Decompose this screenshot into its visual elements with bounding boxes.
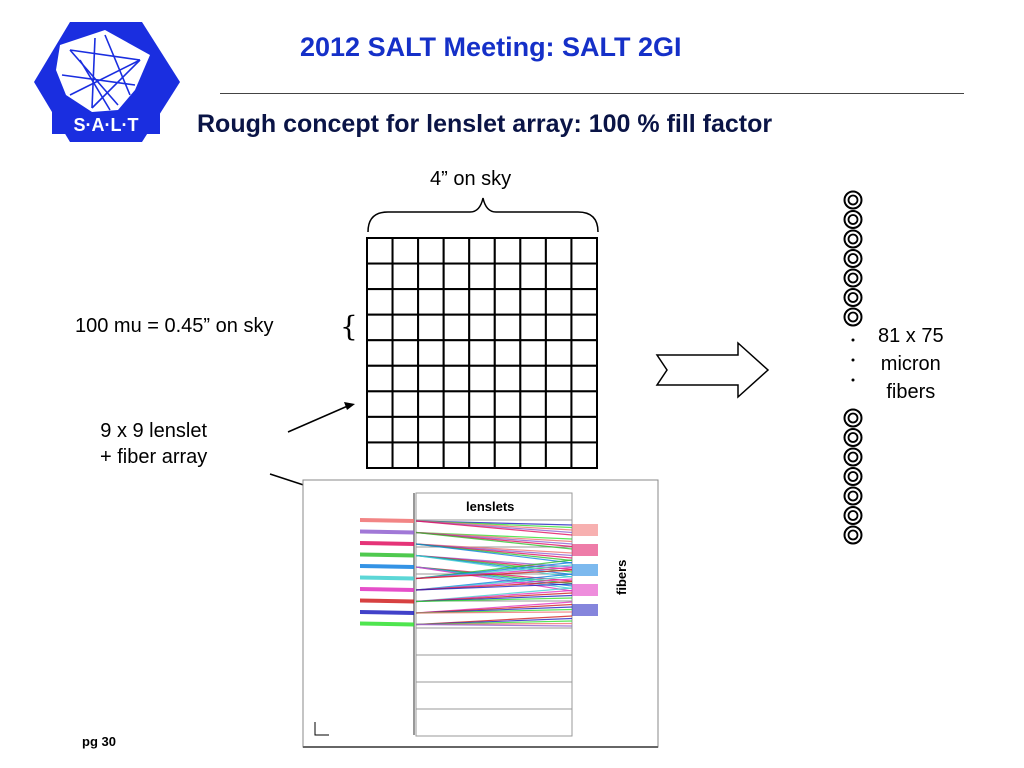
lenslet-cell <box>367 340 393 366</box>
lenslet-cell <box>546 366 572 392</box>
lenslet-cell <box>520 417 546 443</box>
lenslet-cell <box>444 417 470 443</box>
lenslet-cell <box>444 442 470 468</box>
lenslet-cell <box>469 289 495 315</box>
fiber-ring-outer <box>845 429 862 446</box>
fiber-ring-outer <box>845 289 862 306</box>
lenslet-cell <box>571 340 597 366</box>
fiber-ring-outer <box>845 192 862 209</box>
lenslet-cell <box>520 391 546 417</box>
lenslet-cell <box>469 315 495 341</box>
lenslet-cell <box>444 289 470 315</box>
fiber-ring-inner <box>849 433 858 442</box>
fiber-ring-outer <box>845 211 862 228</box>
fiber-ring-outer <box>845 488 862 505</box>
lenslet-cell <box>393 264 419 290</box>
lenslet-cell <box>571 289 597 315</box>
lenslet-cell <box>495 417 521 443</box>
inset-lenslets-label: lenslets <box>466 499 515 514</box>
lenslet-cell <box>495 340 521 366</box>
fiber-label-line2: micron <box>880 353 941 375</box>
lenslet-cell <box>367 442 393 468</box>
title-divider <box>220 93 964 94</box>
lenslet-cell <box>520 264 546 290</box>
fiber-ring-inner <box>849 472 858 481</box>
fiber-ring-outer <box>845 231 862 248</box>
lenslet-cell <box>469 238 495 264</box>
lenslet-cell <box>444 391 470 417</box>
lenslet-cell <box>546 264 572 290</box>
lenslet-cell <box>393 340 419 366</box>
lenslet-cell <box>546 238 572 264</box>
lenslet-size-label: 100 mu = 0.45” on sky <box>75 315 274 337</box>
fiber-ring-inner <box>849 492 858 501</box>
fiber-ring-inner <box>849 254 858 263</box>
fiber-ring-outer <box>845 410 862 427</box>
pointer-arrowhead-grid <box>344 402 355 410</box>
fiber-ring-inner <box>849 293 858 302</box>
fiber-ring-inner <box>849 511 858 520</box>
fiber-label-line1: 81 x 75 <box>878 325 944 347</box>
lenslet-cell <box>571 442 597 468</box>
inset-fibers-label: fibers <box>614 559 629 595</box>
inset-fiber-bundle <box>572 524 598 536</box>
lenslet-cell <box>571 264 597 290</box>
fiber-ring-outer <box>845 250 862 267</box>
lenslet-cell <box>520 315 546 341</box>
lenslet-cell <box>444 264 470 290</box>
pointer-line-grid <box>288 405 350 432</box>
inset-fiber-bundle <box>572 604 598 616</box>
lenslet-cell <box>495 238 521 264</box>
lenslet-cell <box>469 391 495 417</box>
lenslet-cell <box>520 442 546 468</box>
lenslet-cell <box>393 391 419 417</box>
lenslet-array-label <box>100 418 207 470</box>
fiber-ring-inner <box>849 235 858 244</box>
lenslet-cell <box>546 442 572 468</box>
fiber-ring-outer <box>845 449 862 466</box>
lenslet-label-line2: + fiber array <box>100 446 208 468</box>
lenslet-cell <box>418 340 444 366</box>
fiber-ring-inner <box>849 274 858 283</box>
lenslet-cell <box>520 366 546 392</box>
lenslet-label-line1: 9 x 9 lenslet <box>100 420 207 442</box>
fiber-ring-inner <box>849 414 858 423</box>
lenslet-cell <box>393 442 419 468</box>
inset-fiber-bundle <box>572 544 598 556</box>
lenslet-cell <box>495 391 521 417</box>
lenslet-grid <box>367 238 597 468</box>
lenslet-cell <box>393 315 419 341</box>
lenslet-cell <box>418 264 444 290</box>
fiber-ring-outer <box>845 507 862 524</box>
sky-size-label: 4” on sky <box>430 168 512 190</box>
lenslet-cell <box>367 366 393 392</box>
lenslet-cell <box>367 264 393 290</box>
lenslet-cell <box>418 442 444 468</box>
lenslet-cell <box>444 238 470 264</box>
fiber-ring-inner <box>849 215 858 224</box>
lenslet-cell <box>469 340 495 366</box>
fiber-ellipsis-dot <box>852 339 855 342</box>
lenslet-cell <box>520 289 546 315</box>
lenslet-cell <box>469 417 495 443</box>
lenslet-cell <box>571 238 597 264</box>
lenslet-cell <box>444 340 470 366</box>
lenslet-cell <box>444 366 470 392</box>
lenslet-cell <box>418 391 444 417</box>
fiber-ring-outer <box>845 270 862 287</box>
lenslet-cell <box>367 238 393 264</box>
flow-arrow <box>657 343 768 397</box>
page-title: 2012 SALT Meeting: SALT 2GI <box>300 32 682 62</box>
lenslet-cell <box>546 340 572 366</box>
lenslet-cell <box>546 417 572 443</box>
fiber-label <box>878 322 944 406</box>
lenslet-cell <box>367 315 393 341</box>
inset-fiber-bundle <box>572 584 598 596</box>
lenslet-cell <box>393 417 419 443</box>
lenslet-cell <box>571 315 597 341</box>
lenslet-cell <box>418 417 444 443</box>
lenslet-cell <box>571 366 597 392</box>
lenslet-size-brace: { <box>340 310 358 343</box>
lenslet-cell <box>367 289 393 315</box>
inset-fiber-bundle <box>572 564 598 576</box>
logo-text: S·A·L·T <box>73 115 139 135</box>
lenslet-cell <box>495 264 521 290</box>
page-subtitle: Rough concept for lenslet array: 100 % fill factor <box>197 110 773 138</box>
page-number: pg 30 <box>82 734 116 749</box>
lenslet-cell <box>495 289 521 315</box>
fiber-ring-inner <box>849 313 858 322</box>
sky-brace <box>368 198 598 232</box>
lenslet-cell <box>571 391 597 417</box>
lenslet-cell <box>546 315 572 341</box>
lenslet-cell <box>393 366 419 392</box>
lenslet-cell <box>418 315 444 341</box>
lenslet-cell <box>546 289 572 315</box>
lenslet-cell <box>418 289 444 315</box>
lenslet-cell <box>495 315 521 341</box>
lenslet-cell <box>418 366 444 392</box>
lenslet-cell <box>495 442 521 468</box>
fiber-ring-inner <box>849 531 858 540</box>
fiber-ring-outer <box>845 309 862 326</box>
lenslet-cell <box>520 238 546 264</box>
fiber-ring-outer <box>845 527 862 544</box>
lenslet-cell <box>367 391 393 417</box>
fiber-ellipsis-dot <box>852 379 855 382</box>
lenslet-cell <box>546 391 572 417</box>
fiber-label-line3: fibers <box>886 381 936 403</box>
fiber-ellipsis-dot <box>852 359 855 362</box>
lenslet-cell <box>469 366 495 392</box>
fiber-column <box>845 192 862 544</box>
fiber-ring-outer <box>845 468 862 485</box>
lenslet-cell <box>393 238 419 264</box>
lenslet-cell <box>571 417 597 443</box>
lenslet-cell <box>469 442 495 468</box>
lenslet-cell <box>444 315 470 341</box>
fiber-ring-inner <box>849 196 858 205</box>
lenslet-cell <box>520 340 546 366</box>
lenslet-cell <box>495 366 521 392</box>
lenslet-cell <box>393 289 419 315</box>
lenslet-cell <box>367 417 393 443</box>
fiber-ring-inner <box>849 453 858 462</box>
lenslet-cell <box>469 264 495 290</box>
lenslet-cell <box>418 238 444 264</box>
